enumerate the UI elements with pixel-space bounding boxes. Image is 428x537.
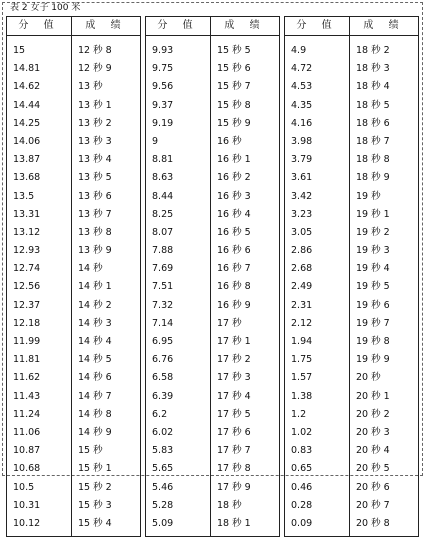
result-cell: 19 秒 <box>356 190 381 202</box>
score-cell: 11.99 <box>13 336 41 347</box>
result-cell: 18 秒 8 <box>356 154 390 166</box>
result-cell: 16 秒 8 <box>217 281 251 293</box>
result-cell: 18 秒 3 <box>356 63 390 75</box>
score-cell: 0.09 <box>291 517 313 529</box>
table-group-2 <box>145 16 280 537</box>
result-cell: 17 秒 7 <box>217 445 251 457</box>
score-cell: 11.81 <box>13 354 41 366</box>
score-cell: 2.31 <box>291 299 313 311</box>
result-cell: 16 秒 7 <box>217 263 251 275</box>
result-cell: 17 秒 5 <box>217 408 251 420</box>
score-cell: 12.74 <box>13 263 41 275</box>
result-cell: 13 秒 5 <box>78 172 112 184</box>
result-cell: 14 秒 1 <box>78 281 112 293</box>
result-cells <box>211 36 279 536</box>
score-cell: 10.87 <box>13 445 41 457</box>
score-cell: 10.5 <box>13 481 35 493</box>
result-cell: 13 秒 3 <box>78 135 112 147</box>
result-cell: 17 秒 6 <box>217 426 251 438</box>
result-cell: 14 秒 2 <box>78 299 112 311</box>
result-cell: 13 秒 9 <box>78 245 112 257</box>
score-cell: 6.39 <box>152 390 174 402</box>
score-cell: 9.37 <box>152 99 174 111</box>
score-cell: 5.28 <box>152 499 174 511</box>
table-group-3 <box>284 16 419 537</box>
score-cell: 6.76 <box>152 354 174 366</box>
result-cell: 13 秒 7 <box>78 208 112 220</box>
score-cell: 11.62 <box>13 372 41 384</box>
result-cell: 20 秒 6 <box>356 481 390 493</box>
result-cell: 16 秒 3 <box>217 190 251 202</box>
result-cell: 16 秒 5 <box>217 226 251 238</box>
score-cell: 4.9 <box>291 45 307 56</box>
score-cell: 9.75 <box>152 63 174 75</box>
result-column <box>350 17 418 536</box>
result-cell: 14 秒 6 <box>78 372 112 384</box>
result-cell: 18 秒 <box>217 499 242 511</box>
score-cell: 5.83 <box>152 445 174 457</box>
score-cell: 12.37 <box>13 299 41 311</box>
result-cell: 18 秒 7 <box>356 135 390 147</box>
score-cell: 5.46 <box>152 481 174 493</box>
result-column-header: 成 绩 <box>72 17 140 36</box>
score-cell: 8.63 <box>152 172 174 184</box>
score-cell: 7.88 <box>152 245 174 257</box>
score-table <box>6 16 420 537</box>
result-cell: 14 秒 8 <box>78 408 112 420</box>
result-column-header: 成 绩 <box>350 17 418 36</box>
result-cell: 16 秒 6 <box>217 245 251 257</box>
score-cell: 8.44 <box>152 190 174 202</box>
result-cell: 17 秒 3 <box>217 372 251 384</box>
result-cell: 20 秒 2 <box>356 408 390 420</box>
result-cell: 13 秒 1 <box>78 99 112 111</box>
score-cell: 4.35 <box>291 99 313 111</box>
result-cell: 15 秒 2 <box>78 481 112 493</box>
score-cell: 11.43 <box>13 390 41 402</box>
score-cell: 6.2 <box>152 408 168 420</box>
score-cell: 14.25 <box>13 117 41 129</box>
result-cell: 15 秒 <box>78 445 103 457</box>
score-cell: 7.51 <box>152 281 174 293</box>
score-cell: 8.07 <box>152 226 174 238</box>
score-cell: 8.25 <box>152 208 174 220</box>
score-column <box>146 17 211 536</box>
score-cell: 3.79 <box>291 154 313 166</box>
result-cell: 20 秒 <box>356 372 381 384</box>
result-cell: 12 秒 8 <box>78 45 112 56</box>
score-cell: 0.28 <box>291 499 313 511</box>
result-cell: 17 秒 <box>217 317 242 329</box>
score-cells <box>146 36 210 536</box>
score-cell: 0.65 <box>291 463 313 475</box>
score-cell: 14.44 <box>13 99 41 111</box>
result-cell: 19 秒 2 <box>356 226 390 238</box>
result-cell: 15 秒 7 <box>217 81 251 93</box>
result-cell: 15 秒 9 <box>217 117 251 129</box>
result-cell: 15 秒 8 <box>217 99 251 111</box>
result-cell: 17 秒 4 <box>217 390 251 402</box>
result-cell: 17 秒 9 <box>217 481 251 493</box>
score-cell: 0.83 <box>291 445 313 457</box>
score-cell: 3.42 <box>291 190 313 202</box>
result-cell: 19 秒 4 <box>356 263 390 275</box>
result-cell: 20 秒 5 <box>356 463 390 475</box>
score-cell: 12.18 <box>13 317 41 329</box>
score-cell: 13.87 <box>13 154 41 166</box>
score-cell: 4.53 <box>291 81 313 93</box>
result-cell: 13 秒 4 <box>78 154 112 166</box>
result-cell: 14 秒 <box>78 263 103 275</box>
score-cell: 5.65 <box>152 463 174 475</box>
result-cell: 18 秒 9 <box>356 172 390 184</box>
score-cell: 11.24 <box>13 408 41 420</box>
result-cell: 17 秒 8 <box>217 463 251 475</box>
score-cell: 8.81 <box>152 154 174 166</box>
table-group-1 <box>6 16 141 537</box>
score-cell: 9.56 <box>152 81 174 93</box>
score-cell: 1.94 <box>291 336 313 347</box>
score-column-header: 分 值 <box>7 17 71 36</box>
score-cell: 10.12 <box>13 517 41 529</box>
score-cell: 6.02 <box>152 426 174 438</box>
score-cell: 1.57 <box>291 372 313 384</box>
score-cell: 1.75 <box>291 354 313 366</box>
result-cell: 20 秒 3 <box>356 426 390 438</box>
result-cell: 15 秒 1 <box>78 463 112 475</box>
score-cell: 7.32 <box>152 299 174 311</box>
score-cell: 9.93 <box>152 45 174 56</box>
result-cell: 16 秒 <box>217 135 242 147</box>
result-cell: 15 秒 3 <box>78 499 112 511</box>
score-cell: 6.95 <box>152 336 174 347</box>
result-cell: 18 秒 6 <box>356 117 390 129</box>
score-cell: 3.23 <box>291 208 313 220</box>
result-cell: 20 秒 4 <box>356 445 390 457</box>
result-column <box>211 17 279 536</box>
score-cell: 7.69 <box>152 263 174 275</box>
score-cell: 14.81 <box>13 63 41 75</box>
score-cell: 15 <box>13 45 26 56</box>
score-column-header: 分 值 <box>146 17 210 36</box>
score-cell: 10.31 <box>13 499 41 511</box>
score-cell: 12.93 <box>13 245 41 257</box>
result-cell: 12 秒 9 <box>78 63 112 75</box>
result-cell: 19 秒 1 <box>356 208 390 220</box>
score-cell: 6.58 <box>152 372 174 384</box>
score-cell: 13.12 <box>13 226 41 238</box>
score-cell: 2.86 <box>291 245 313 257</box>
result-cell: 16 秒 2 <box>217 172 251 184</box>
result-cell: 16 秒 4 <box>217 208 251 220</box>
result-cell: 19 秒 3 <box>356 245 390 257</box>
score-cell: 2.49 <box>291 281 313 293</box>
result-cell: 14 秒 9 <box>78 426 112 438</box>
result-cell: 16 秒 9 <box>217 299 251 311</box>
score-cell: 9 <box>152 135 159 147</box>
score-column <box>7 17 72 536</box>
score-cell: 3.98 <box>291 135 313 147</box>
result-cell: 17 秒 2 <box>217 354 251 366</box>
result-cell: 14 秒 4 <box>78 336 112 347</box>
score-cell: 10.68 <box>13 463 41 475</box>
score-cell: 5.09 <box>152 517 174 529</box>
score-cells <box>7 36 71 536</box>
score-cell: 7.14 <box>152 317 174 329</box>
score-cell: 4.72 <box>291 63 313 75</box>
score-cell: 4.16 <box>291 117 313 129</box>
result-cell: 18 秒 1 <box>217 517 251 529</box>
result-cell: 19 秒 6 <box>356 299 390 311</box>
result-cell: 19 秒 9 <box>356 354 390 366</box>
result-cell: 18 秒 4 <box>356 81 390 93</box>
result-cell: 17 秒 1 <box>217 336 251 347</box>
result-column <box>72 17 140 536</box>
result-cell: 13 秒 2 <box>78 117 112 129</box>
score-cell: 9.19 <box>152 117 174 129</box>
result-cell: 15 秒 6 <box>217 63 251 75</box>
result-cell: 19 秒 5 <box>356 281 390 293</box>
score-cell: 12.56 <box>13 281 41 293</box>
score-column-header: 分 值 <box>285 17 349 36</box>
result-column-header: 成 绩 <box>211 17 279 36</box>
score-cell: 13.31 <box>13 208 41 220</box>
score-cell: 2.68 <box>291 263 313 275</box>
score-column <box>285 17 350 536</box>
score-cell: 3.05 <box>291 226 313 238</box>
score-cell: 14.62 <box>13 81 41 93</box>
score-cell: 13.68 <box>13 172 41 184</box>
result-cell: 13 秒 8 <box>78 226 112 238</box>
score-cells <box>285 36 349 536</box>
result-cell: 15 秒 4 <box>78 517 112 529</box>
result-cell: 13 秒 6 <box>78 190 112 202</box>
result-cell: 16 秒 1 <box>217 154 251 166</box>
result-cell: 20 秒 8 <box>356 517 390 529</box>
result-cell: 13 秒 <box>78 81 103 93</box>
score-cell: 13.5 <box>13 190 35 202</box>
result-cell: 18 秒 5 <box>356 99 390 111</box>
score-cell: 1.38 <box>291 390 313 402</box>
result-cell: 15 秒 5 <box>217 45 251 56</box>
score-cell: 0.46 <box>291 481 313 493</box>
result-cell: 19 秒 7 <box>356 317 390 329</box>
result-cell: 14 秒 3 <box>78 317 112 329</box>
result-cell: 20 秒 1 <box>356 390 390 402</box>
score-cell: 2.12 <box>291 317 313 329</box>
result-cell: 18 秒 2 <box>356 45 390 56</box>
score-cell: 1.2 <box>291 408 307 420</box>
result-cell: 14 秒 5 <box>78 354 112 366</box>
result-cell: 20 秒 7 <box>356 499 390 511</box>
table-caption: 表 2 女子 100 米 <box>10 3 81 13</box>
result-cell: 14 秒 7 <box>78 390 112 402</box>
score-cell: 11.06 <box>13 426 41 438</box>
result-cell: 19 秒 8 <box>356 336 390 347</box>
score-cell: 14.06 <box>13 135 41 147</box>
score-cell: 1.02 <box>291 426 313 438</box>
result-cells <box>350 36 418 536</box>
score-cell: 3.61 <box>291 172 313 184</box>
result-cells <box>72 36 140 536</box>
